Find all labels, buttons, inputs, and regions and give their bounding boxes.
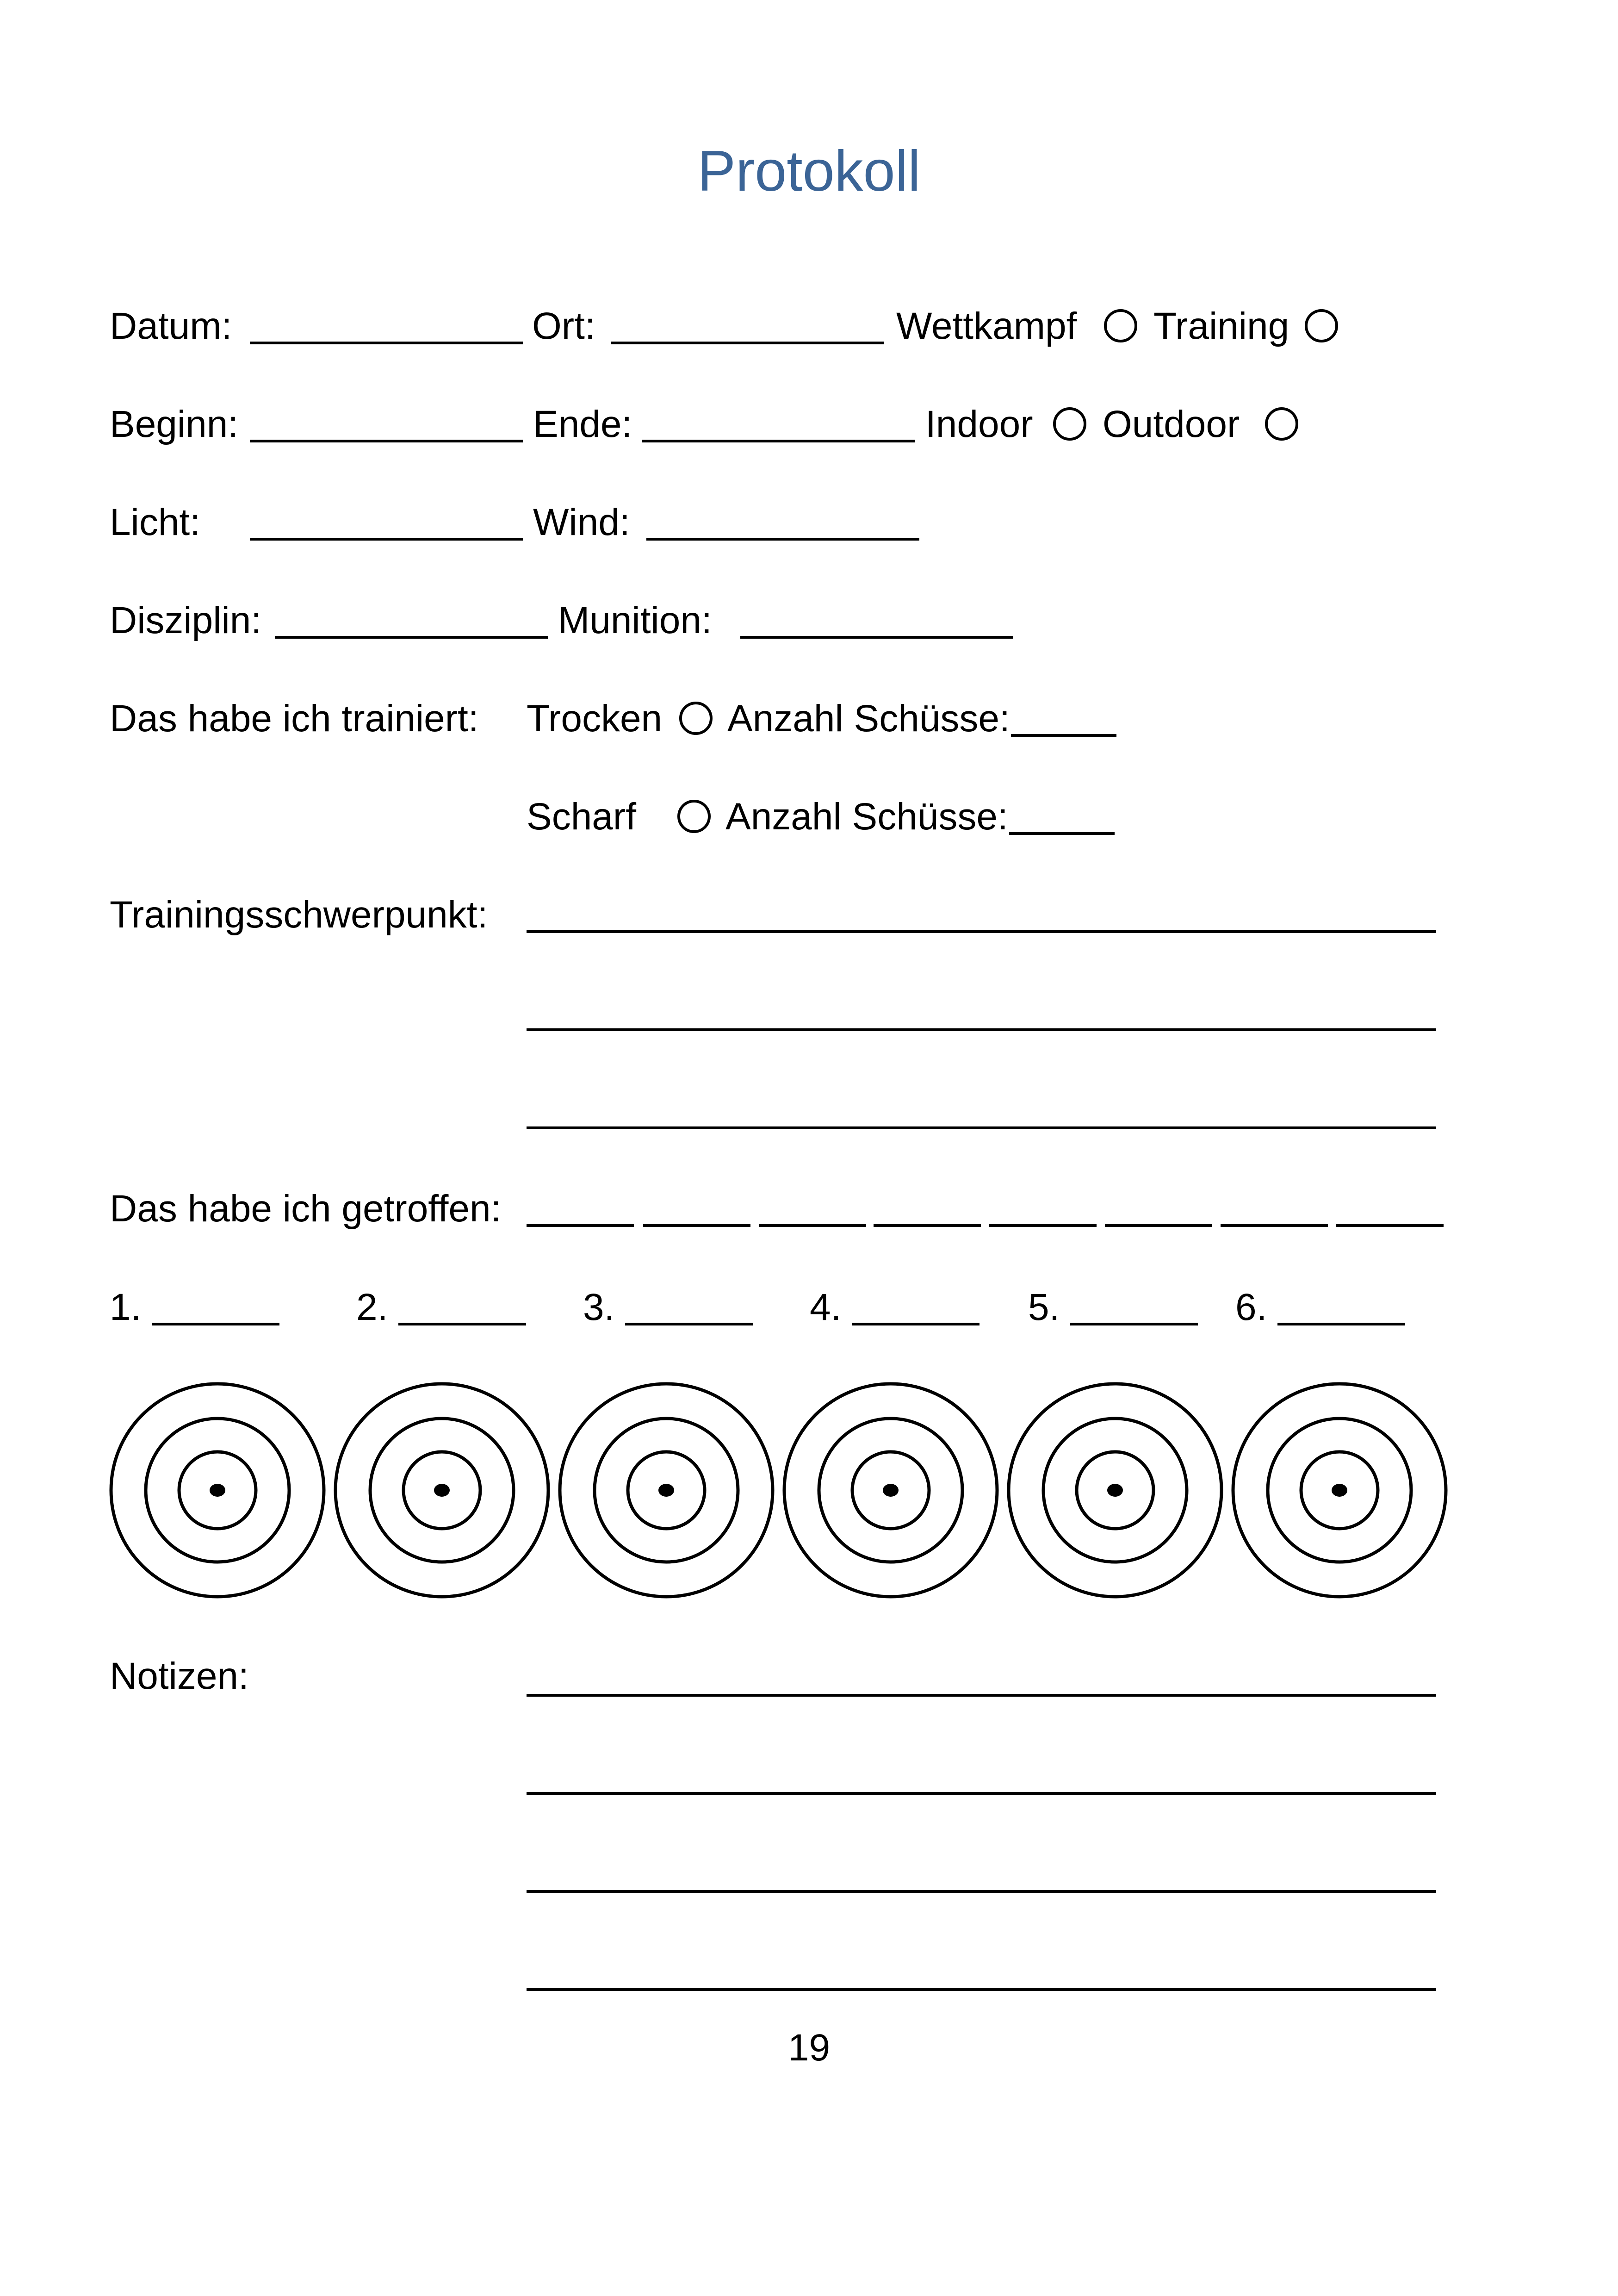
getroffen-field-6[interactable]: [1105, 1224, 1212, 1227]
target-1[interactable]: [111, 1384, 324, 1597]
trocken-radio[interactable]: [679, 702, 713, 735]
entry-label-2: 2.: [356, 1286, 388, 1328]
anzahl-trocken-field[interactable]: [1011, 734, 1116, 737]
getroffen-field-7[interactable]: [1221, 1224, 1328, 1227]
wettkampf-radio[interactable]: [1104, 309, 1137, 342]
target-5[interactable]: [1009, 1384, 1221, 1597]
getroffen-field-2[interactable]: [643, 1224, 750, 1227]
entry-label-6: 6.: [1235, 1286, 1267, 1328]
getroffen-field-1[interactable]: [527, 1224, 634, 1227]
label-ort: Ort:: [532, 305, 595, 347]
schwerpunkt-line-2[interactable]: [527, 1028, 1436, 1031]
getroffen-field-8[interactable]: [1336, 1224, 1444, 1227]
training-radio[interactable]: [1305, 309, 1338, 342]
datum-field[interactable]: [250, 342, 523, 344]
target-2[interactable]: [335, 1384, 548, 1597]
label-trainiert: Das habe ich trainiert:: [110, 697, 479, 740]
target-6[interactable]: [1233, 1384, 1446, 1597]
ort-field[interactable]: [611, 342, 884, 344]
label-wind: Wind:: [533, 501, 630, 543]
schwerpunkt-line-3[interactable]: [527, 1126, 1436, 1129]
target-4[interactable]: [784, 1384, 997, 1597]
notizen-line-2[interactable]: [527, 1792, 1436, 1795]
label-trocken: Trocken: [527, 697, 663, 740]
getroffen-field-4[interactable]: [874, 1224, 981, 1227]
label-anzahl-schuesse-trocken: Anzahl Schüsse:: [727, 697, 1010, 740]
indoor-radio[interactable]: [1053, 407, 1086, 441]
getroffen-field-3[interactable]: [759, 1224, 866, 1227]
label-beginn: Beginn:: [110, 403, 239, 445]
disziplin-field[interactable]: [275, 636, 548, 639]
notizen-line-3[interactable]: [527, 1890, 1436, 1893]
wind-field[interactable]: [646, 538, 919, 541]
targets-row: [109, 1381, 1451, 1604]
label-licht: Licht:: [110, 501, 200, 543]
label-indoor: Indoor: [925, 403, 1033, 445]
munition-field[interactable]: [740, 636, 1013, 639]
entry-field-3[interactable]: [625, 1323, 753, 1325]
entry-label-5: 5.: [1028, 1286, 1060, 1328]
label-wettkampf: Wettkampf: [896, 305, 1077, 347]
label-getroffen: Das habe ich getroffen:: [110, 1188, 502, 1230]
getroffen-field-5[interactable]: [989, 1224, 1097, 1227]
entry-label-1: 1.: [110, 1286, 142, 1328]
entry-field-2[interactable]: [398, 1323, 526, 1325]
label-scharf: Scharf: [527, 796, 636, 838]
notizen-line-4[interactable]: [527, 1988, 1436, 1991]
anzahl-scharf-field[interactable]: [1009, 832, 1115, 835]
notizen-line-1[interactable]: [527, 1694, 1436, 1697]
page-title: Protokoll: [697, 139, 921, 203]
label-ende: Ende:: [533, 403, 632, 445]
label-schwerpunkt: Trainingsschwerpunkt:: [110, 894, 488, 936]
label-datum: Datum:: [110, 305, 232, 347]
label-notizen: Notizen:: [110, 1655, 249, 1697]
page-number: 19: [787, 2027, 831, 2069]
entry-field-4[interactable]: [852, 1323, 979, 1325]
entry-label-4: 4.: [810, 1286, 842, 1328]
scharf-radio[interactable]: [677, 800, 711, 833]
target-3[interactable]: [560, 1384, 773, 1597]
ende-field[interactable]: [642, 440, 915, 442]
label-anzahl-schuesse-scharf: Anzahl Schüsse:: [725, 796, 1008, 838]
label-outdoor: Outdoor: [1103, 403, 1240, 445]
entry-field-6[interactable]: [1277, 1323, 1405, 1325]
licht-field[interactable]: [250, 538, 523, 541]
label-munition: Munition:: [558, 599, 712, 641]
entry-field-1[interactable]: [152, 1323, 279, 1325]
entry-label-3: 3.: [583, 1286, 615, 1328]
beginn-field[interactable]: [250, 440, 523, 442]
outdoor-radio[interactable]: [1265, 407, 1298, 441]
entry-field-5[interactable]: [1070, 1323, 1198, 1325]
label-disziplin: Disziplin:: [110, 599, 262, 641]
label-training: Training: [1153, 305, 1289, 347]
schwerpunkt-line-1[interactable]: [527, 930, 1436, 933]
